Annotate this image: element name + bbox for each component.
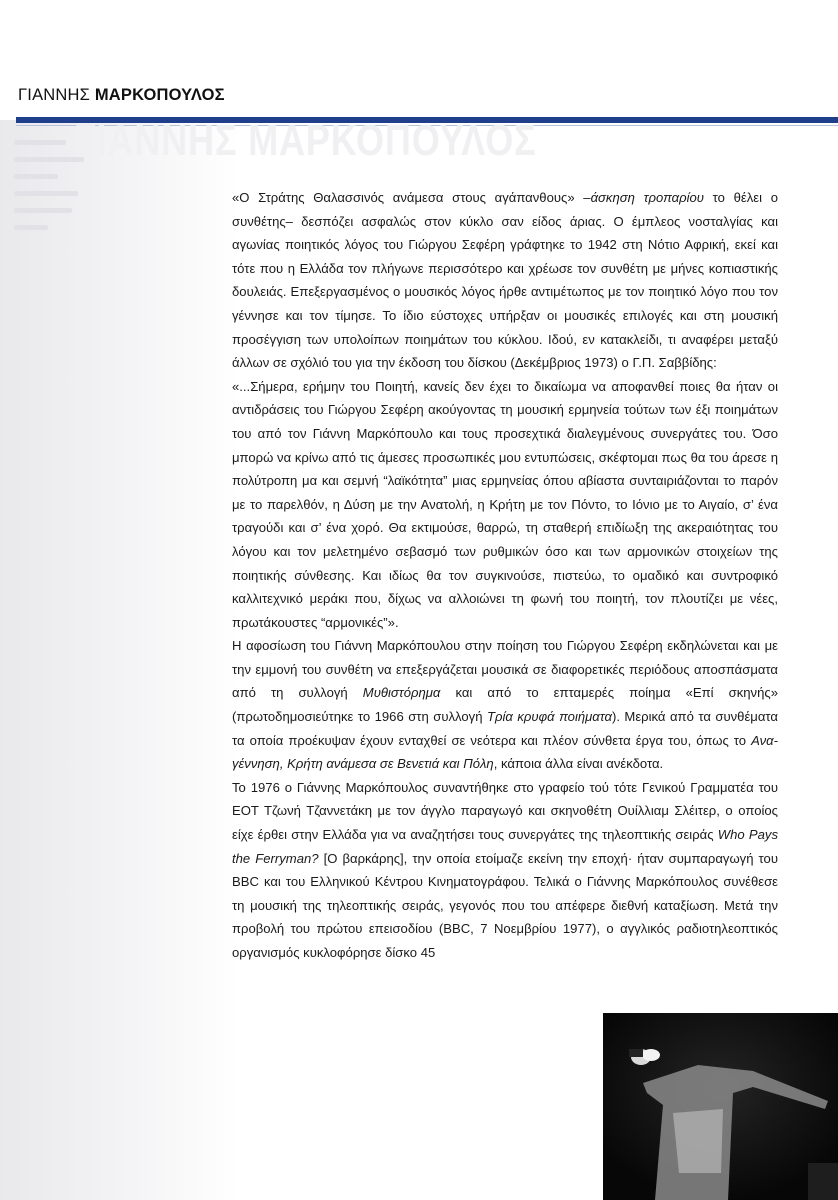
text-run: «Ο Στράτης Θαλασσινός ανάμεσα στους αγάπανθους»: [232, 190, 584, 205]
watermark-title: ΓΙΑΝΝΗΣ ΜΑΡΚΟΠΟΥΛΟΣ: [74, 116, 537, 165]
left-margin-gradient: [0, 120, 240, 1200]
text-run-italic: Ανα-γέννηση, Κρήτη ανάμεσα σε Βενετιά και Πόλη: [232, 732, 778, 772]
header-last-name: ΜΑΡΚΟΠΟΥΛΟΣ: [94, 86, 225, 104]
dancer-figure: [603, 1013, 838, 1200]
paragraph-seferis: [232, 634, 778, 776]
text-run: Η αφοσίωση του Γιάννη Μαρκόπουλου στην ποίηση του Γιώργου Σεφέρη εκδηλώνεται και με την εμμονή του συνθέτη να επεξεργάζεται μουσικά σε διαφορετικές περιόδους αποσπάσματα από τη συλλογή: [232, 638, 778, 701]
text-run-italic: Τρία κρυφά ποιήματα: [486, 709, 612, 725]
text-run: [Ο βαρκάρης], την οποία ετοίμαζε εκείνη την εποχή· ήταν συμπαραγωγή του BBC και του Ελληνικού Κέντρου Κινηματογράφου. Τελικά ο Γιάννης Μαρκόπουλος συνέθεσε τη μουσική της τηλεοπτικής σειράς, γεγονός που του απέφερε διεθνή καταξίωση. Μετά την προβολή του πρώτου επεισοδίου (BBC, 7 Νοεμβρίου 1977), ο αγγλικός ραδιοτηλεοπτικός οργανισμός κυκλοφόρησε δίσκο 45: [232, 850, 778, 960]
paragraph-quote: «...Σήμερα, ερήμην του Ποιητή, κανείς δεν έχει το δικαίωμα να αποφανθεί ποιες θα ήταν οι αντιδράσεις του Γιώργου Σεφέρη ακούγοντας τη μουσική ερμηνεία τούτων των έξι ποιημάτων του από τον Γιάννη Μαρκόπουλο και τους προσεχτικά διαλεγμένους συνεργάτες του. Όσο μπορώ να κρίνω από τις άμεσες προσωπικές μου εντυπώσεις, σκέφτομαι πως θα του άρεσε η πολύτροπη μα και σεμνή “λαϊκότητα” μιας ερμηνείας όπου αβίαστα συνταιριάζονται το παρόν με το παρελθόν, η Δύση με την Ανατολή, η Κρήτη με τον Πόντο, το Ιόνιο με το Αιγαίο, σ’ ένα τραγούδι και σ’ ένα χορό. Θα εκτιμούσε, θαρρώ, τη σταθερή επιδίωξη της ακεραιότητας του λόγου και τον μελετημένο σεβασμό των ρυθμικών όσο και των αρμονικών στοιχείων της ποιητικής σύνθεσης. Και ιδίως θα τον συγκινούσε, πιστεύω, το ομαδικό και συντροφικό καλλιτεχνικό μεράκι που, δίχως να αλλοιώνει τη φωνή του ποιητή, τον πλουτίζει με νέες, πρωτάκουστες “αρμονικές”».: [232, 378, 778, 630]
header-first-name: ΓΙΑΝΝΗΣ: [18, 86, 91, 104]
paragraph-ferryman: [232, 776, 778, 965]
text-run-italic: –άσκηση τροπαρίου: [583, 190, 705, 205]
paragraph-intro: [232, 186, 778, 375]
running-header: [18, 86, 225, 105]
text-run: και από το επταμερές ποίημα «Επί σκηνής» (πρωτοδημοσιεύτηκε το 1966 στη συλλογή: [232, 685, 778, 725]
text-run: το θέλει ο συνθέτης– δεσπόζει ασφαλώς στον κύκλο σαν είδος άριας. Ο έμπλεος νοσταλγίας και αγωνίας ποιητικός λόγος του Γιώργου Σεφέρη γράφτηκε το 1942 στη Νότιο Αφρική, εκεί και τότε που η Ελλάδα τον πλήγωνε περισσότερο και χρέωσε τον συνθέτη με μήνες κοπιαστικής δουλειάς. Επεξεργασμένος ο μουσικός λόγος ήρθε αντιμέτωπος με τον ποιητικό λόγο που τον γέννησε και τον τίμησε. Το ίδιο εύστοχες υπήρξαν οι μουσικές επιλογές και στη μουσική προσέγγιση των υπολοίπων ποιημάτων του κύκλου. Ιδού, εν κατακλείδι, τι αναφέρει μεταξύ άλλων σε σχόλιό του για την έκδοση του δίσκου (Δεκέμβριος 1973) ο Γ.Π. Σαββίδης:: [232, 190, 778, 371]
article-body: [232, 186, 778, 965]
text-run-italic: Μυθιστόρημα: [362, 685, 441, 701]
dancer-photo: [603, 1013, 838, 1200]
text-run: Το 1976 ο Γιάννης Μαρκόπουλος συναντήθηκε στο γραφείο τού τότε Γενικού Γραμματέα του ΕΟΤ Τζωνή Τζαννετάκη με τον άγγλο παραγωγό και σκηνοθέτη Ουίλλιαμ Σλέιτερ, ο οποίος είχε έρθει στην Ελλάδα για να αναζητήσει τους συνεργάτες της τηλεοπτικής σειράς: [232, 779, 778, 843]
text-run: , κάποια άλλα είναι ανέκδοτα.: [493, 756, 664, 772]
text-run-italic: Who Pays the Ferryman?: [232, 827, 778, 866]
text-run: ). Μερικά από τα συνθέματα τα οποία προέκυψαν έχουν ενταχθεί σε νεότερα και πλέον σύνθετα έργα του, όπως το: [232, 709, 778, 748]
